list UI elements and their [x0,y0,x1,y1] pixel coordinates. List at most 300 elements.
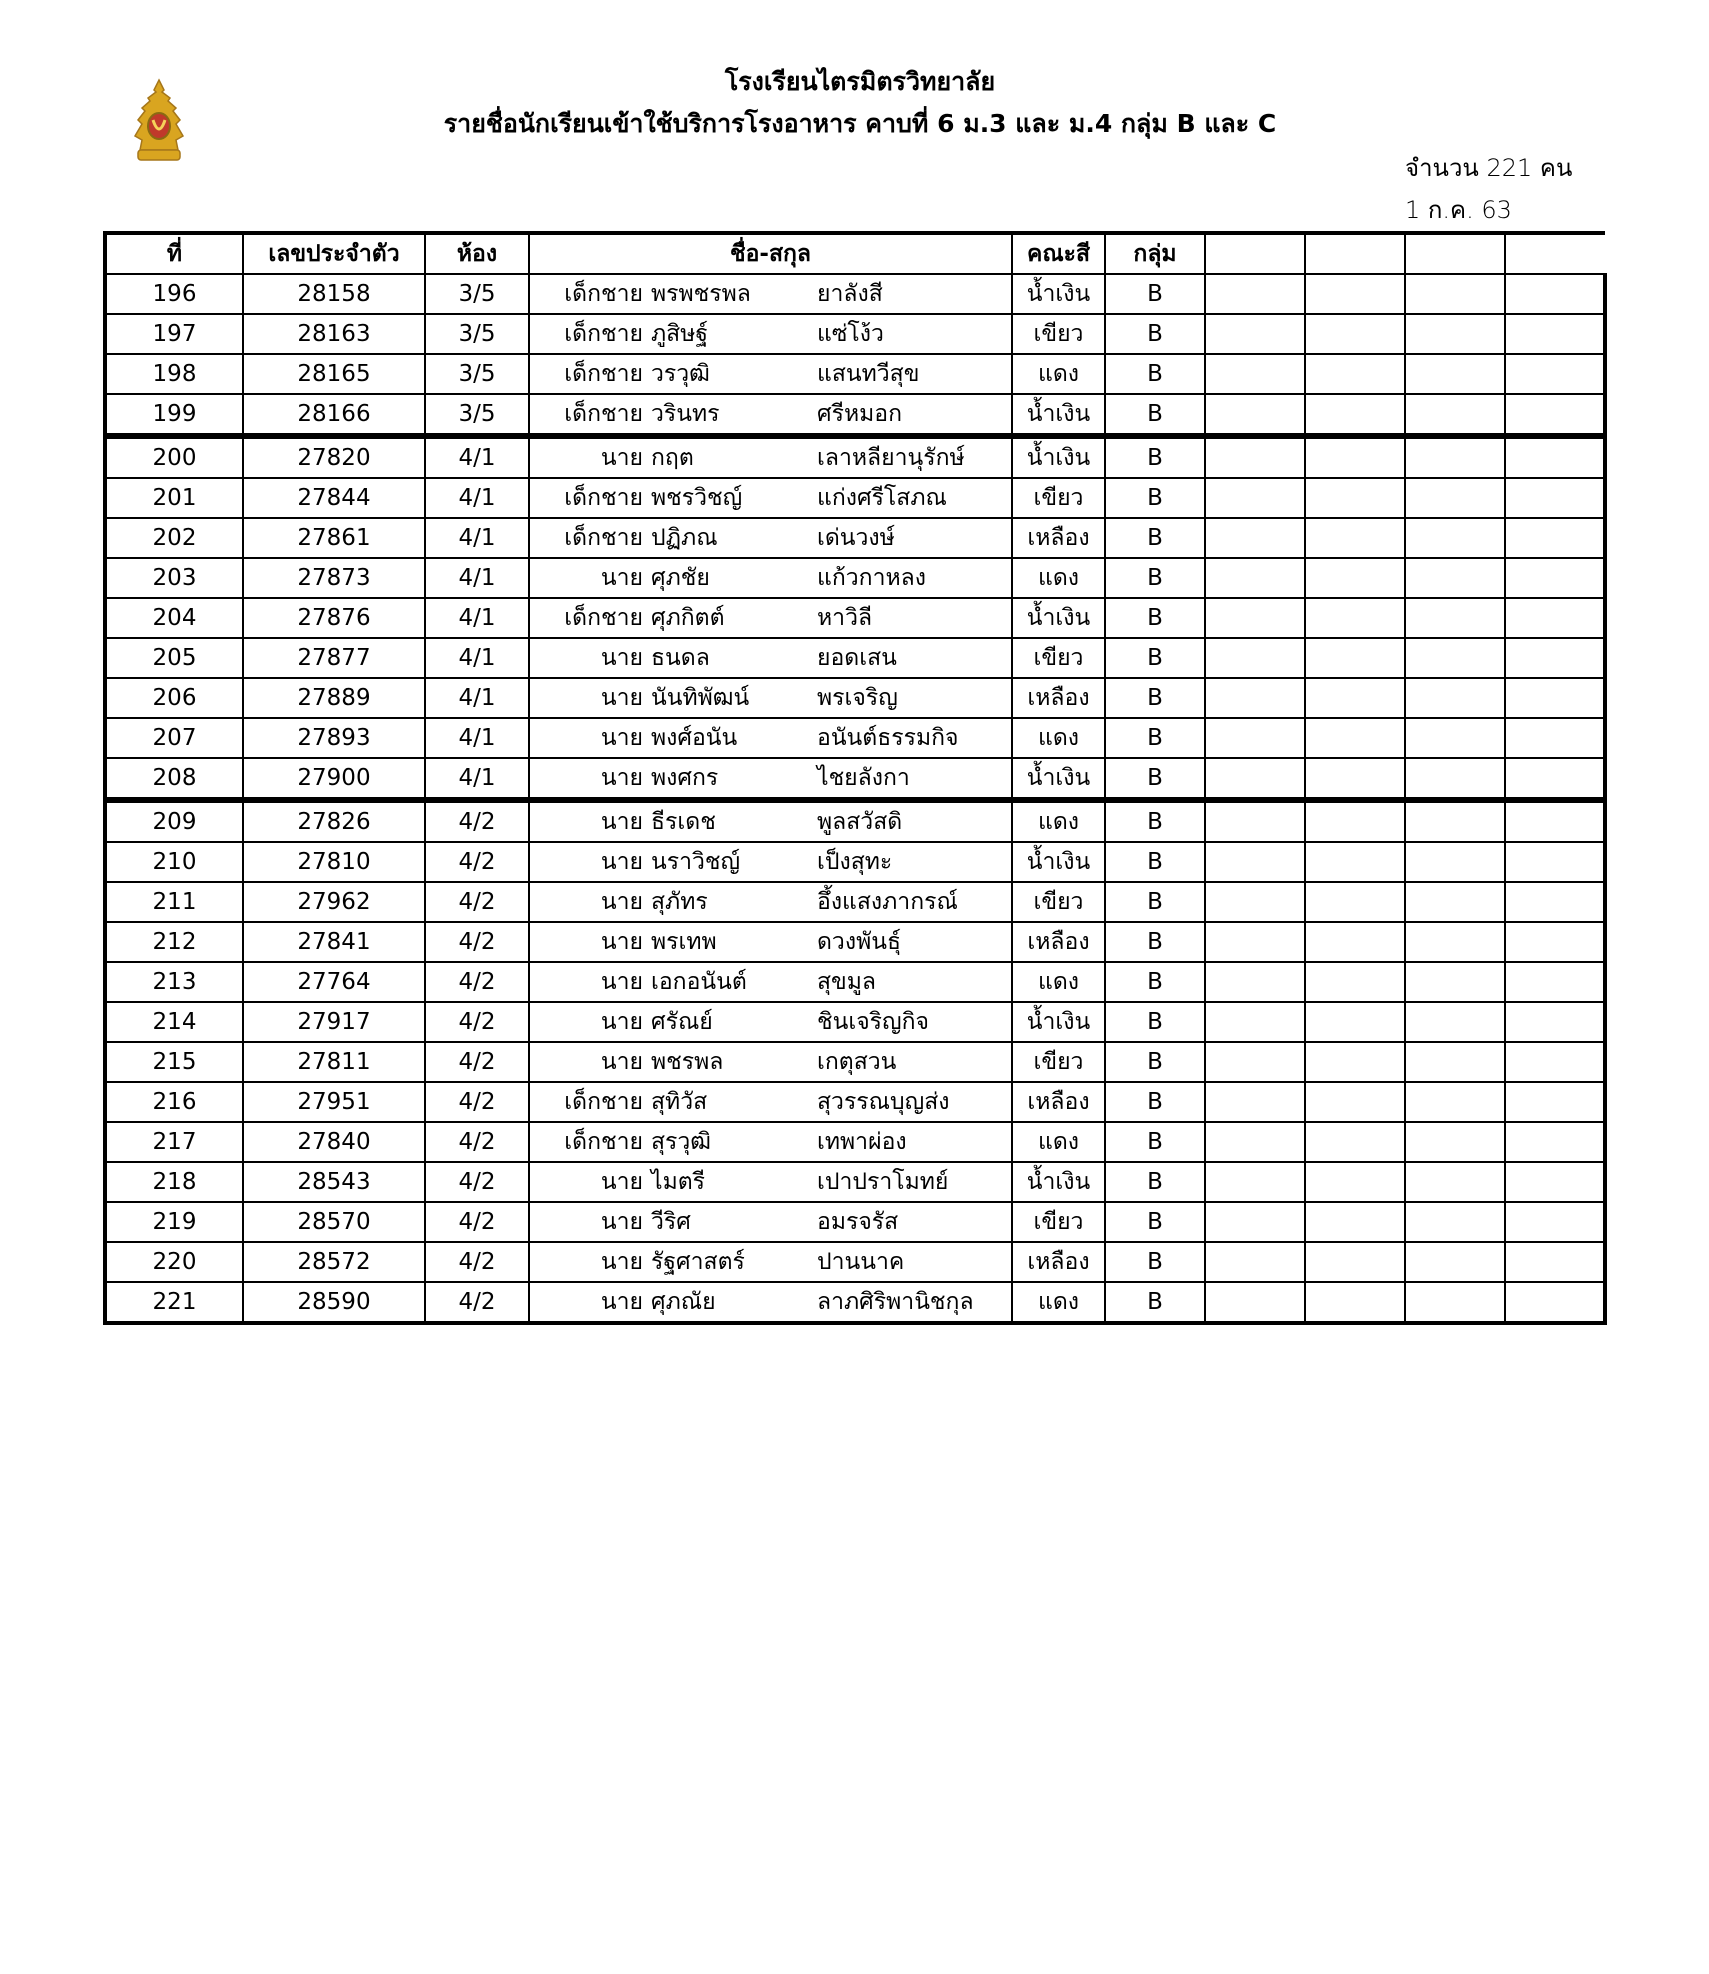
group: B [1105,922,1205,962]
table-row [105,1202,1605,1242]
room: 3/5 [425,314,529,354]
room: 4/1 [425,478,529,518]
row-number: 219 [105,1202,243,1242]
student-id: 27873 [243,558,425,598]
blank-cell [1205,678,1305,718]
row-number: 211 [105,882,243,922]
room: 4/1 [425,558,529,598]
given-name: ธีรเดช [651,809,716,835]
student-name [529,678,1012,718]
blank-cell [1305,518,1405,558]
row-number: 200 [105,436,243,478]
group: B [1105,518,1205,558]
blank-cell [1505,678,1605,718]
given-name: เอกอนันต์ [651,969,747,995]
name-prefix: นาย [600,1169,643,1195]
surname: แก้วกาหลง [817,565,926,591]
row-number: 205 [105,638,243,678]
house-color: แดง [1012,1122,1105,1162]
table-row [105,638,1605,678]
student-name [529,1082,1012,1122]
table-row [105,1122,1605,1162]
blank-cell [1505,1002,1605,1042]
group: B [1105,1002,1205,1042]
surname: แซ่โง้ว [817,321,884,347]
blank-cell [1505,436,1605,478]
blank-cell [1405,558,1505,598]
room: 4/1 [425,518,529,558]
row-number: 203 [105,558,243,598]
blank-cell [1205,558,1305,598]
student-id: 28590 [243,1282,425,1323]
blank-cell [1205,394,1305,436]
name-prefix: นาย [600,1209,643,1235]
house-color: เหลือง [1012,678,1105,718]
group: B [1105,1242,1205,1282]
given-name: นันทิพัฒน์ [651,685,750,711]
student-id: 27844 [243,478,425,518]
room: 4/1 [425,638,529,678]
blank-cell [1205,518,1305,558]
room: 4/2 [425,922,529,962]
surname: ศรีหมอก [817,401,903,427]
house-color: น้ำเงิน [1012,394,1105,436]
house-color: เหลือง [1012,518,1105,558]
given-name: พงศ์อนัน [651,725,738,751]
room: 4/2 [425,1122,529,1162]
row-number: 220 [105,1242,243,1282]
student-name [529,718,1012,758]
list-date: 1 ก.ค. 63 [1405,196,1512,224]
surname: ยอดเสน [817,645,897,671]
blank-cell [1405,718,1505,758]
blank-cell [1205,1122,1305,1162]
row-number: 196 [105,274,243,314]
room: 3/5 [425,394,529,436]
student-id: 27764 [243,962,425,1002]
blank-cell [1405,518,1505,558]
blank-cell [1305,598,1405,638]
blank-cell [1505,394,1605,436]
surname: ปานนาค [817,1249,905,1275]
blank-cell [1305,1002,1405,1042]
house-color: น้ำเงิน [1012,598,1105,638]
surname: ชินเจริญกิจ [817,1009,930,1035]
surname: พูลสวัสดิ [817,809,903,835]
room: 4/2 [425,1282,529,1323]
group: B [1105,1202,1205,1242]
student-id: 27889 [243,678,425,718]
blank-cell [1305,1082,1405,1122]
table-row [105,1002,1605,1042]
student-id: 27820 [243,436,425,478]
blank-cell [1305,1202,1405,1242]
student-name [529,882,1012,922]
name-prefix: เด็กชาย [564,361,643,387]
surname: ยาลังสี [817,281,883,307]
blank-cell [1205,1282,1305,1323]
surname: สุวรรณบุญส่ง [817,1089,950,1115]
name-prefix: นาย [600,685,643,711]
student-name [529,758,1012,800]
name-prefix: นาย [600,849,643,875]
blank-cell [1505,478,1605,518]
blank-cell [1505,800,1605,842]
table-row [105,1082,1605,1122]
surname: ไชยลังกา [817,765,910,791]
name-prefix: เด็กชาย [564,485,643,511]
group: B [1105,962,1205,1002]
student-id: 28163 [243,314,425,354]
student-name [529,1282,1012,1323]
student-name [529,598,1012,638]
blank-cell [1305,638,1405,678]
student-name [529,314,1012,354]
room: 4/2 [425,1242,529,1282]
group: B [1105,274,1205,314]
given-name: นราวิชญ์ [651,849,741,875]
blank-cell [1205,718,1305,758]
name-prefix: นาย [600,929,643,955]
table-row [105,1042,1605,1082]
blank-cell [1305,394,1405,436]
col-header-name: ชื่อ-สกุล [529,233,1012,274]
group: B [1105,1082,1205,1122]
table-row [105,518,1605,558]
blank-cell [1205,436,1305,478]
student-id: 27962 [243,882,425,922]
school-name: โรงเรียนไตรมิตรวิทยาลัย [724,67,996,96]
blank-cell [1405,800,1505,842]
blank-cell [1205,478,1305,518]
surname: แสนทวีสุข [817,361,920,387]
group: B [1105,800,1205,842]
group: B [1105,1122,1205,1162]
student-name [529,354,1012,394]
house-color: แดง [1012,800,1105,842]
surname: เกตุสวน [817,1049,897,1075]
blank-cell [1205,758,1305,800]
student-id: 27951 [243,1082,425,1122]
blank-cell [1205,962,1305,1002]
student-name [529,518,1012,558]
surname: สุขมูล [817,969,877,995]
blank-cell [1405,478,1505,518]
blank-cell [1505,842,1605,882]
blank-cell [1205,882,1305,922]
blank-cell [1205,1242,1305,1282]
student-id: 28543 [243,1162,425,1202]
blank-cell [1205,1042,1305,1082]
student-name [529,558,1012,598]
surname: แก่งศรีโสภณ [817,485,947,511]
given-name: รัฐศาสตร์ [651,1249,745,1275]
surname: เด่นวงษ์ [817,525,895,551]
table-row [105,842,1605,882]
house-color: เขียว [1012,638,1105,678]
student-id: 28165 [243,354,425,394]
blank-cell [1505,1042,1605,1082]
blank-cell [1405,274,1505,314]
blank-cell [1405,842,1505,882]
blank-cell [1405,1082,1505,1122]
given-name: วีริศ [651,1209,691,1235]
blank-cell [1505,962,1605,1002]
blank-cell [1505,274,1605,314]
name-prefix: นาย [600,889,643,915]
blank-cell [1505,518,1605,558]
blank-cell [1205,314,1305,354]
col-header-id: เลขประจำตัว [243,233,425,274]
given-name: ภูสิษฐ์ [651,321,709,347]
room: 4/2 [425,842,529,882]
house-color: น้ำเงิน [1012,1002,1105,1042]
house-color: น้ำเงิน [1012,758,1105,800]
blank-cell [1505,718,1605,758]
blank-cell [1305,478,1405,518]
row-number: 204 [105,598,243,638]
student-name [529,1042,1012,1082]
group: B [1105,354,1205,394]
blank-cell [1205,1082,1305,1122]
row-number: 208 [105,758,243,800]
blank-cell [1405,962,1505,1002]
surname: เทพาผ่อง [817,1129,907,1155]
house-color: แดง [1012,354,1105,394]
blank-cell [1505,882,1605,922]
blank-cell [1505,1082,1605,1122]
row-number: 221 [105,1282,243,1323]
table-row [105,558,1605,598]
blank-cell [1305,678,1405,718]
table-row [105,718,1605,758]
student-name [529,1242,1012,1282]
blank-cell [1305,1282,1405,1323]
blank-cell [1205,1002,1305,1042]
name-prefix: เด็กชาย [564,321,643,347]
col-header-color: คณะสี [1012,233,1105,274]
blank-cell [1505,1282,1605,1323]
student-name [529,842,1012,882]
student-name [529,1122,1012,1162]
blank-cell [1305,718,1405,758]
house-color: เหลือง [1012,1242,1105,1282]
blank-cell [1205,1162,1305,1202]
row-number: 215 [105,1042,243,1082]
blank-cell [1305,558,1405,598]
blank-cell [1405,354,1505,394]
name-prefix: นาย [600,565,643,591]
room: 4/2 [425,1162,529,1202]
blank-cell [1305,882,1405,922]
student-name [529,1202,1012,1242]
row-number: 199 [105,394,243,436]
given-name: วรินทร [651,401,720,427]
room: 4/2 [425,1082,529,1122]
group: B [1105,718,1205,758]
row-number: 217 [105,1122,243,1162]
given-name: ไมตรี [651,1169,706,1195]
table-row [105,800,1605,842]
room: 4/2 [425,1002,529,1042]
house-color: แดง [1012,558,1105,598]
group: B [1105,436,1205,478]
room: 4/1 [425,436,529,478]
blank-cell [1305,962,1405,1002]
group: B [1105,638,1205,678]
col-header-blank [1305,233,1405,274]
row-number: 201 [105,478,243,518]
blank-cell [1405,678,1505,718]
blank-cell [1205,598,1305,638]
row-number: 197 [105,314,243,354]
house-color: เหลือง [1012,922,1105,962]
col-header-no: ที่ [105,233,243,274]
name-prefix: นาย [600,725,643,751]
list-title: รายชื่อนักเรียนเข้าใช้บริการโรงอาหาร คาบที่ 6 ม.3 และ ม.4 กลุ่ม B และ C [443,109,1277,138]
blank-cell [1305,436,1405,478]
house-color: เหลือง [1012,1082,1105,1122]
table-row [105,1162,1605,1202]
blank-cell [1505,1122,1605,1162]
room: 4/1 [425,598,529,638]
table-row [105,882,1605,922]
blank-cell [1405,1282,1505,1323]
blank-cell [1305,758,1405,800]
group: B [1105,598,1205,638]
table-row [105,1282,1605,1323]
surname: อนันต์ธรรมกิจ [817,725,959,751]
blank-cell [1405,758,1505,800]
blank-cell [1405,598,1505,638]
surname: เลาหลียานุรักษ์ [817,445,965,471]
group: B [1105,558,1205,598]
student-id: 28572 [243,1242,425,1282]
blank-cell [1305,842,1405,882]
given-name: สุภัทร [651,889,708,915]
room: 4/2 [425,800,529,842]
student-id: 28570 [243,1202,425,1242]
room: 4/1 [425,718,529,758]
row-number: 214 [105,1002,243,1042]
surname: หาวิลี [817,605,873,631]
blank-cell [1405,1202,1505,1242]
blank-cell [1305,354,1405,394]
blank-cell [1405,638,1505,678]
blank-cell [1205,842,1305,882]
blank-cell [1305,1162,1405,1202]
blank-cell [1505,1162,1605,1202]
house-color: เขียว [1012,478,1105,518]
student-id: 27840 [243,1122,425,1162]
room: 4/1 [425,678,529,718]
given-name: ศุภชัย [651,565,710,591]
blank-cell [1305,922,1405,962]
name-prefix: นาย [600,1249,643,1275]
col-header-blank [1505,233,1605,274]
room: 4/1 [425,758,529,800]
blank-cell [1305,274,1405,314]
name-prefix: นาย [600,1009,643,1035]
table-row [105,274,1605,314]
table-header-row [105,233,1605,274]
blank-cell [1205,354,1305,394]
blank-cell [1305,1122,1405,1162]
room: 3/5 [425,354,529,394]
group: B [1105,394,1205,436]
blank-cell [1505,638,1605,678]
row-number: 209 [105,800,243,842]
given-name: พรพชรพล [651,281,751,307]
surname: ดวงพันธุ์ [817,929,902,955]
room: 4/2 [425,1202,529,1242]
given-name: สุทิวัส [651,1089,708,1115]
name-prefix: นาย [600,969,643,995]
surname: ลาภศิริพานิชกุล [817,1289,974,1315]
blank-cell [1305,1042,1405,1082]
student-name [529,922,1012,962]
given-name: ปฏิภณ [651,525,718,551]
house-color: เขียว [1012,314,1105,354]
table-row [105,922,1605,962]
table-row [105,1242,1605,1282]
row-number: 216 [105,1082,243,1122]
blank-cell [1505,1202,1605,1242]
name-prefix: นาย [600,765,643,791]
house-color: เขียว [1012,882,1105,922]
name-prefix: นาย [600,1049,643,1075]
table-row [105,678,1605,718]
house-color: น้ำเงิน [1012,436,1105,478]
blank-cell [1405,1122,1505,1162]
blank-cell [1205,638,1305,678]
blank-cell [1405,882,1505,922]
group: B [1105,314,1205,354]
given-name: ธนดล [651,645,710,671]
name-prefix: เด็กชาย [564,525,643,551]
house-color: เขียว [1012,1202,1105,1242]
student-id: 28166 [243,394,425,436]
table-row [105,598,1605,638]
blank-cell [1405,922,1505,962]
blank-cell [1405,314,1505,354]
given-name: วรวุฒิ [651,361,710,387]
table-row [105,394,1605,436]
table-body [105,274,1605,1323]
student-id: 28158 [243,274,425,314]
student-name [529,274,1012,314]
table-row [105,436,1605,478]
surname: เปาปราโมทย์ [817,1169,949,1195]
student-count: จำนวน 221 คน [1405,154,1573,182]
group: B [1105,1162,1205,1202]
row-number: 213 [105,962,243,1002]
blank-cell [1405,1162,1505,1202]
room: 4/2 [425,1042,529,1082]
col-header-group: กลุ่ม [1105,233,1205,274]
table-row [105,758,1605,800]
row-number: 198 [105,354,243,394]
name-prefix: เด็กชาย [564,1129,643,1155]
blank-cell [1505,558,1605,598]
row-number: 202 [105,518,243,558]
name-prefix: เด็กชาย [564,1089,643,1115]
house-color: แดง [1012,718,1105,758]
student-name [529,436,1012,478]
student-id: 27876 [243,598,425,638]
name-prefix: นาย [600,1289,643,1315]
name-prefix: เด็กชาย [564,281,643,307]
